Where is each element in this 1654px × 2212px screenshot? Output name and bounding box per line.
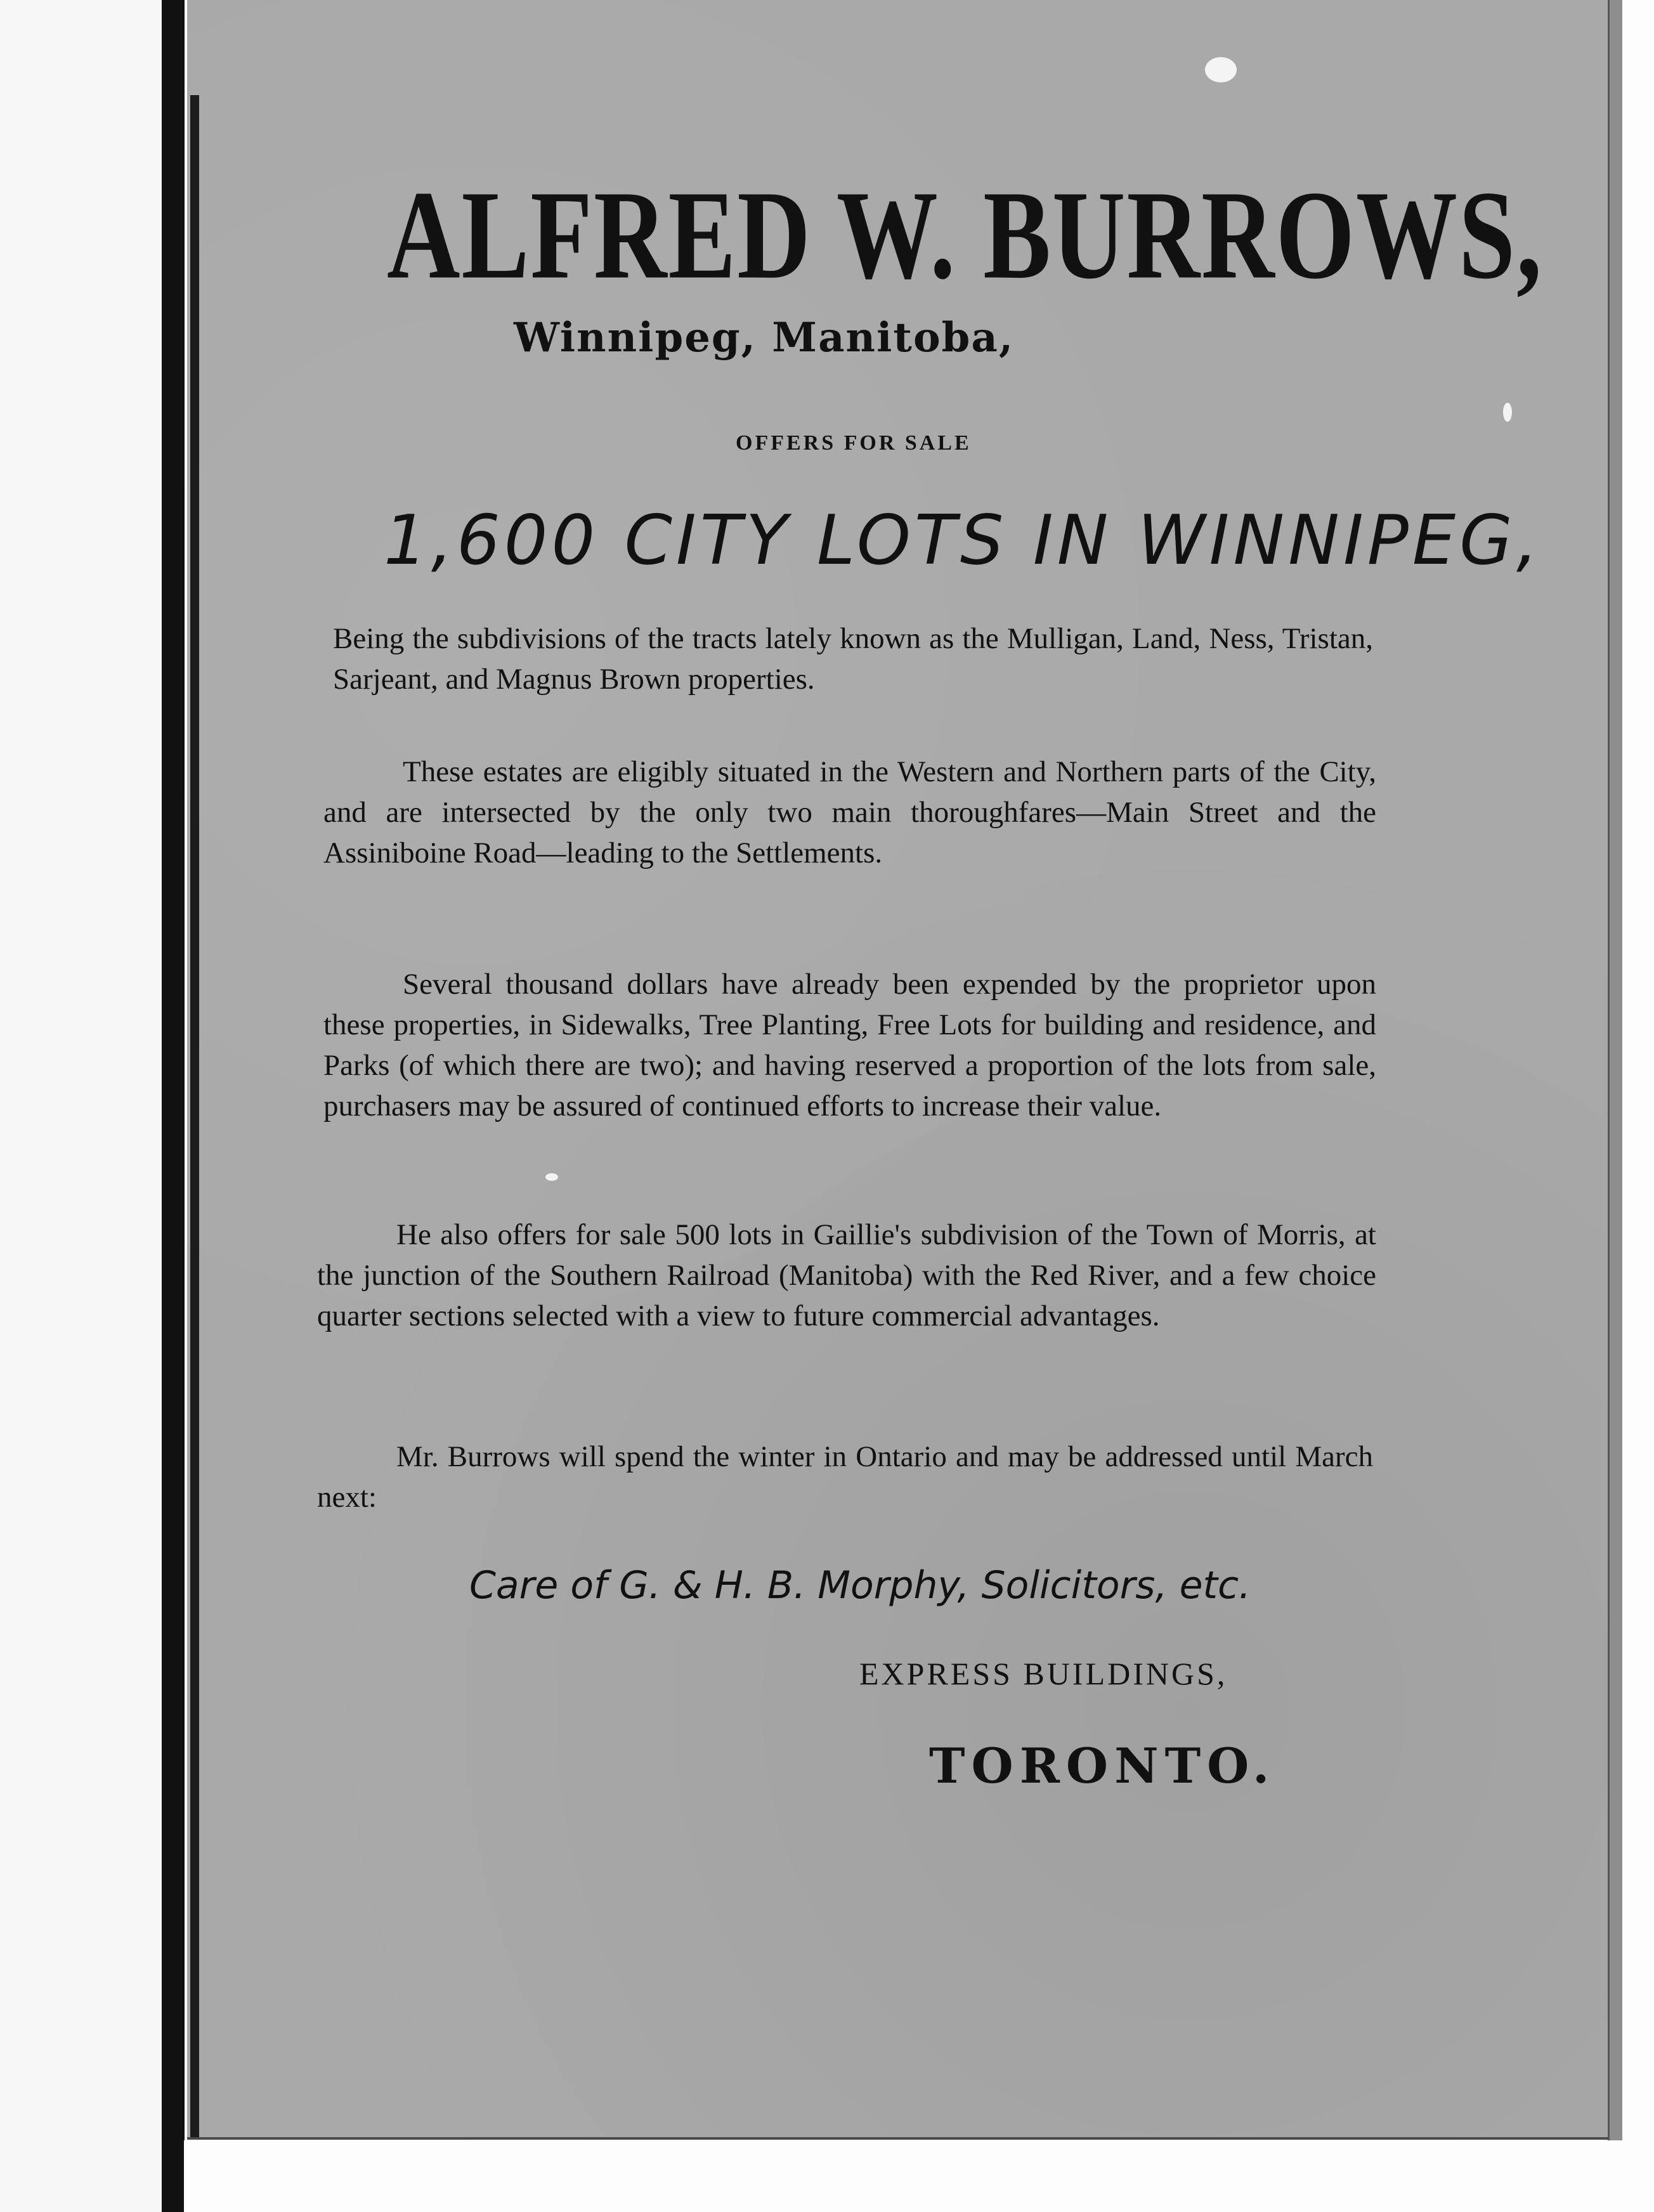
headline: 1,600 CITY LOTS IN WINNIPEG, bbox=[384, 501, 1542, 580]
advertiser-name: ALFRED W. BURROWS, bbox=[387, 164, 1544, 306]
paragraph-morris-lots: He also offers for sale 500 lots in Gaillie's subdivision of the Town of Morris, at the junction of the Southern Railroad (Manitoba) with the Red River, and a few choice quarter sections selected with a view to future commercial advantages. bbox=[317, 1218, 1376, 1332]
scan-margin-bottom bbox=[184, 2140, 1654, 2212]
paper-right-edge bbox=[1608, 0, 1622, 2144]
scan-binding-edge bbox=[162, 0, 185, 2212]
paper-speck bbox=[1205, 57, 1237, 82]
address-care-of: Care of G. & H. B. Morphy, Solicitors, etc. bbox=[469, 1563, 1251, 1608]
scan-binding-shadow bbox=[190, 95, 199, 2137]
paper-speck bbox=[545, 1173, 558, 1181]
paper-speck bbox=[1503, 403, 1512, 422]
address-city: TORONTO. bbox=[929, 1738, 1276, 1794]
paragraph-improvements: Several thousand dollars have already been expended by the proprietor upon these properties, in Sidewalks, Tree Planting, Free Lots for building and residence, and Parks (of which there are two); and having reserved a proportion of the lots from sale, purchasers may be assured of continued efforts to increase their value. bbox=[323, 968, 1376, 1122]
paragraph-properties: Being the subdivisions of the tracts lately known as the Mulligan, Land, Ness, Tristan, Sarjeant, and Magnus Brown properties. bbox=[333, 622, 1373, 696]
paragraph-contact: Mr. Burrows will spend the winter in Ontario and may be addressed until March next: bbox=[317, 1440, 1373, 1514]
scan-margin-right bbox=[1624, 0, 1654, 2212]
advertiser-location: Winnipeg, Manitoba, bbox=[514, 314, 1015, 361]
address-building: EXPRESS BUILDINGS, bbox=[859, 1656, 1228, 1691]
scan-margin-left bbox=[0, 0, 184, 2212]
paragraph-location: These estates are eligibly situated in the Western and Northern parts of the City, and are intersected by the only two main thoroughfares—Main Street and the Assiniboine Road—leading to the Settlements. bbox=[323, 755, 1376, 869]
offers-for-sale-label: OFFERS FOR SALE bbox=[736, 431, 972, 455]
